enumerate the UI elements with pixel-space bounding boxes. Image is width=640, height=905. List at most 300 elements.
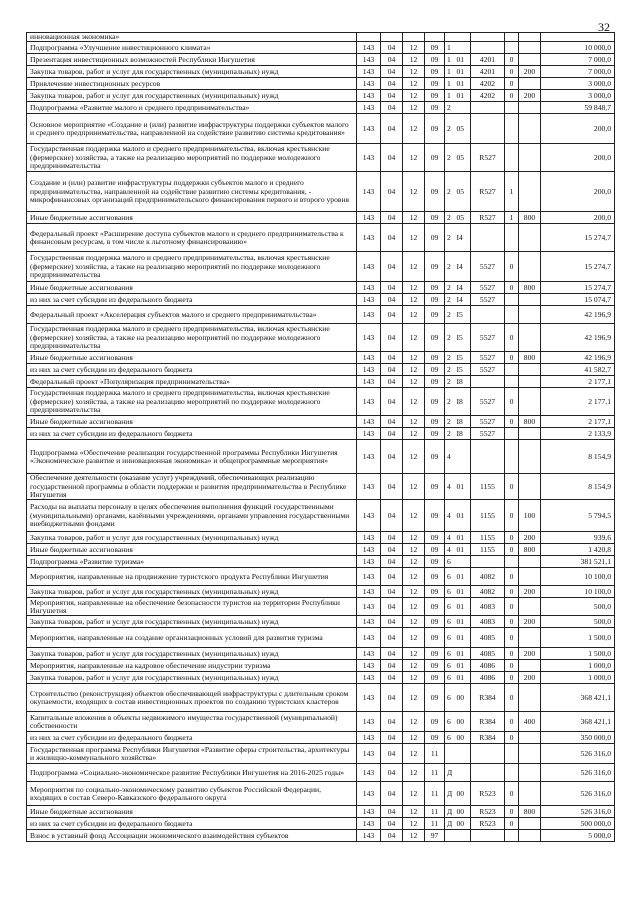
direction-code: R523	[471, 806, 505, 818]
row-description: Закупка товаров, работ и услуг для государственных (муниципальных) нужд	[27, 672, 357, 684]
table-row	[27, 628, 615, 648]
program-code: 09	[425, 282, 445, 294]
subprogram-code: 2	[445, 102, 455, 114]
subsection-code: 12	[403, 376, 425, 388]
subsection-code: 12	[403, 144, 425, 172]
subsection-code: 12	[403, 764, 425, 782]
row-description: Иные бюджетные ассигнования	[27, 212, 357, 224]
subsection-code: 12	[403, 556, 425, 568]
ministry-code: 143	[357, 54, 381, 66]
subsection-code: 12	[403, 364, 425, 376]
section-code: 04	[381, 172, 403, 212]
section-code: 04	[381, 440, 403, 474]
event-code	[455, 102, 471, 114]
table-row	[27, 474, 615, 500]
expense-type-code	[519, 830, 541, 842]
amount-value: 500,0	[541, 616, 615, 628]
table-row	[27, 54, 615, 66]
amount-value	[541, 33, 615, 42]
table-row	[27, 500, 615, 532]
subprogram-code: 2	[445, 364, 455, 376]
subdirection-code	[505, 556, 519, 568]
amount-value: 526 316,0	[541, 806, 615, 818]
program-code: 09	[425, 500, 445, 532]
section-code: 04	[381, 416, 403, 428]
row-description: Привлечение инвестиционных ресурсов	[27, 78, 357, 90]
table-row	[27, 556, 615, 568]
subprogram-code: 2	[445, 416, 455, 428]
event-code: 00	[455, 684, 471, 712]
row-description: Государственная поддержка малого и среднего предпринимательства, включая крестьянские (фермерские) хозяйства, а также на реализацию мероприятий по поддержке молодежного предпринимательства	[27, 252, 357, 282]
subsection-code: 12	[403, 500, 425, 532]
subprogram-code: 6	[445, 628, 455, 648]
section-code: 04	[381, 818, 403, 830]
amount-value: 3 000,0	[541, 90, 615, 102]
amount-value: 350 000,0	[541, 732, 615, 744]
subprogram-code: 2	[445, 224, 455, 252]
subsection-code: 12	[403, 224, 425, 252]
direction-code: R384	[471, 732, 505, 744]
expense-type-code: 200	[519, 532, 541, 544]
direction-code: 5527	[471, 416, 505, 428]
direction-code: 1155	[471, 544, 505, 556]
subdirection-code: 0	[505, 66, 519, 78]
subdirection-code	[505, 764, 519, 782]
subdirection-code	[505, 364, 519, 376]
subprogram-code: 6	[445, 672, 455, 684]
event-code: 01	[455, 544, 471, 556]
ministry-code: 143	[357, 102, 381, 114]
row-description: Подпрограмма «Развитие туризма»	[27, 556, 357, 568]
subprogram-code: 6	[445, 616, 455, 628]
event-code: 00	[455, 806, 471, 818]
subprogram-code	[445, 744, 455, 764]
subsection-code: 12	[403, 416, 425, 428]
row-description: Мероприятия, направленные на создание организационных условий для развития туризма	[27, 628, 357, 648]
row-description: Закупка товаров, работ и услуг для государственных (муниципальных) нужд	[27, 66, 357, 78]
ministry-code: 143	[357, 684, 381, 712]
table-row	[27, 818, 615, 830]
event-code: 01	[455, 78, 471, 90]
row-description: Обеспечение деятельности (оказание услуг) учреждений, обеспечивающих реализацию государственной программы в области поддержки и развития предпринимательства в Республике Ингушетия	[27, 474, 357, 500]
expense-type-code	[519, 54, 541, 66]
expense-type-code	[519, 388, 541, 416]
subdirection-code	[505, 42, 519, 54]
event-code: I5	[455, 324, 471, 352]
program-code: 09	[425, 42, 445, 54]
expense-type-code	[519, 440, 541, 474]
amount-value: 200,0	[541, 172, 615, 212]
table-row	[27, 352, 615, 364]
event-code: 01	[455, 616, 471, 628]
event-code: 01	[455, 598, 471, 616]
subdirection-code: 0	[505, 616, 519, 628]
subprogram-code: 2	[445, 282, 455, 294]
program-code: 09	[425, 416, 445, 428]
event-code: 00	[455, 732, 471, 744]
expense-type-code	[519, 224, 541, 252]
amount-value: 2 133,9	[541, 428, 615, 440]
row-description: Закупка товаров, работ и услуг для государственных (муниципальных) нужд	[27, 616, 357, 628]
event-code: I4	[455, 282, 471, 294]
subsection-code: 12	[403, 586, 425, 598]
amount-value: 368 421,1	[541, 684, 615, 712]
event-code: I4	[455, 224, 471, 252]
subprogram-code: 1	[445, 54, 455, 66]
subprogram-code	[445, 830, 455, 842]
program-code: 11	[425, 744, 445, 764]
subsection-code: 12	[403, 818, 425, 830]
ministry-code: 143	[357, 172, 381, 212]
section-code: 04	[381, 364, 403, 376]
ministry-code: 143	[357, 114, 381, 144]
program-code: 09	[425, 324, 445, 352]
section-code: 04	[381, 672, 403, 684]
direction-code: 4083	[471, 616, 505, 628]
subprogram-code: 2	[445, 144, 455, 172]
table-row	[27, 66, 615, 78]
subdirection-code: 0	[505, 598, 519, 616]
program-code: 09	[425, 144, 445, 172]
table-row	[27, 440, 615, 474]
section-code: 04	[381, 764, 403, 782]
section-code: 04	[381, 628, 403, 648]
table-row	[27, 598, 615, 616]
amount-value: 381 521,1	[541, 556, 615, 568]
subprogram-code: 2	[445, 388, 455, 416]
direction-code: 4202	[471, 90, 505, 102]
event-code: 01	[455, 648, 471, 660]
ministry-code: 143	[357, 598, 381, 616]
direction-code	[471, 33, 505, 42]
amount-value: 8 154,9	[541, 474, 615, 500]
direction-code: R527	[471, 172, 505, 212]
event-code: 01	[455, 628, 471, 648]
direction-code: 5527	[471, 364, 505, 376]
row-description: из них за счет субсидии из федерального бюджета	[27, 732, 357, 744]
section-code: 04	[381, 212, 403, 224]
subdirection-code: 0	[505, 500, 519, 532]
expense-type-code: 200	[519, 90, 541, 102]
direction-code	[471, 102, 505, 114]
section-code: 04	[381, 66, 403, 78]
subprogram-code: 6	[445, 712, 455, 732]
ministry-code: 143	[357, 440, 381, 474]
expense-type-code	[519, 294, 541, 306]
direction-code: R384	[471, 712, 505, 732]
amount-value: 200,0	[541, 144, 615, 172]
expense-type-code	[519, 732, 541, 744]
direction-code: 1155	[471, 532, 505, 544]
ministry-code: 143	[357, 42, 381, 54]
section-code: 04	[381, 544, 403, 556]
budget-table	[26, 32, 615, 842]
subsection-code: 12	[403, 782, 425, 806]
row-description: Федеральный проект «Акселерация субъектов малого и среднего предпринимательства»	[27, 306, 357, 324]
amount-value: 42 196,9	[541, 306, 615, 324]
subsection-code: 12	[403, 54, 425, 66]
event-code: 05	[455, 212, 471, 224]
row-description: Создание и (или) развитие инфраструктуры поддержки субъектов малого и среднего предпринимательства, направленной на содействие развитию системы кредитования, - микрофинансовых организаций предпринимательского финансирования первого и второго уровня	[27, 172, 357, 212]
amount-value: 42 196,9	[541, 352, 615, 364]
program-code: 09	[425, 388, 445, 416]
amount-value: 2 177,1	[541, 376, 615, 388]
program-code: 09	[425, 306, 445, 324]
ministry-code: 143	[357, 144, 381, 172]
amount-value: 15 274,7	[541, 282, 615, 294]
section-code: 04	[381, 684, 403, 712]
subsection-code: 12	[403, 616, 425, 628]
subsection-code: 12	[403, 114, 425, 144]
table-row	[27, 114, 615, 144]
table-row	[27, 33, 615, 42]
row-description: Презентация инвестиционных возможностей Республики Ингушетия	[27, 54, 357, 66]
expense-type-code	[519, 102, 541, 114]
ministry-code: 143	[357, 428, 381, 440]
expense-type-code	[519, 376, 541, 388]
section-code: 04	[381, 294, 403, 306]
table-row	[27, 388, 615, 416]
expense-type-code	[519, 172, 541, 212]
direction-code: 1155	[471, 474, 505, 500]
direction-code: R527	[471, 144, 505, 172]
row-description: Иные бюджетные ассигнования	[27, 806, 357, 818]
row-description: из них за счет субсидии из федерального бюджета	[27, 428, 357, 440]
subprogram-code: 4	[445, 474, 455, 500]
table-row	[27, 782, 615, 806]
ministry-code: 143	[357, 586, 381, 598]
table-row	[27, 712, 615, 732]
subdirection-code: 0	[505, 78, 519, 90]
row-description: Закупка товаров, работ и услуг для государственных (муниципальных) нужд	[27, 586, 357, 598]
subsection-code: 12	[403, 352, 425, 364]
ministry-code: 143	[357, 90, 381, 102]
subdirection-code	[505, 102, 519, 114]
event-code: 01	[455, 672, 471, 684]
expense-type-code: 800	[519, 544, 541, 556]
subprogram-code: 1	[445, 66, 455, 78]
table-row	[27, 428, 615, 440]
ministry-code	[357, 33, 381, 42]
program-code: 09	[425, 352, 445, 364]
section-code: 04	[381, 598, 403, 616]
ministry-code: 143	[357, 416, 381, 428]
program-code: 09	[425, 114, 445, 144]
section-code: 04	[381, 568, 403, 586]
section-code: 04	[381, 282, 403, 294]
row-description: Подпрограмма «Развитие малого и среднего предпринимательства»	[27, 102, 357, 114]
row-description: Иные бюджетные ассигнования	[27, 544, 357, 556]
subdirection-code: 0	[505, 806, 519, 818]
amount-value: 2 177,1	[541, 388, 615, 416]
subprogram-code: 2	[445, 324, 455, 352]
subsection-code: 12	[403, 532, 425, 544]
subdirection-code: 0	[505, 416, 519, 428]
table-row	[27, 252, 615, 282]
subprogram-code: 2	[445, 172, 455, 212]
program-code: 11	[425, 782, 445, 806]
direction-code: 5527	[471, 428, 505, 440]
program-code: 09	[425, 660, 445, 672]
subdirection-code	[505, 114, 519, 144]
amount-value: 10 100,0	[541, 568, 615, 586]
section-code: 04	[381, 782, 403, 806]
direction-code	[471, 440, 505, 474]
table-row	[27, 42, 615, 54]
table-row	[27, 532, 615, 544]
event-code: 00	[455, 818, 471, 830]
row-description: Расходы на выплаты персоналу в целях обеспечения выполнения функций государственными (муниципальными) органами, казёнными учреждениями, органами управления государственными внебюджетными фондами	[27, 500, 357, 532]
subprogram-code: 6	[445, 556, 455, 568]
ministry-code: 143	[357, 782, 381, 806]
ministry-code: 143	[357, 500, 381, 532]
section-code: 04	[381, 586, 403, 598]
table-row	[27, 78, 615, 90]
program-code: 09	[425, 294, 445, 306]
program-code: 09	[425, 544, 445, 556]
event-code	[455, 744, 471, 764]
subprogram-code: 2	[445, 294, 455, 306]
section-code: 04	[381, 428, 403, 440]
ministry-code: 143	[357, 732, 381, 744]
expense-type-code: 800	[519, 806, 541, 818]
section-code	[381, 33, 403, 42]
ministry-code: 143	[357, 224, 381, 252]
subprogram-code: 6	[445, 648, 455, 660]
event-code: I8	[455, 416, 471, 428]
budget-table-body	[27, 33, 615, 842]
table-row	[27, 744, 615, 764]
table-row	[27, 764, 615, 782]
subdirection-code: 0	[505, 352, 519, 364]
subsection-code: 12	[403, 282, 425, 294]
subprogram-code: 1	[445, 78, 455, 90]
table-row	[27, 212, 615, 224]
program-code: 09	[425, 428, 445, 440]
direction-code: 4202	[471, 78, 505, 90]
subdirection-code: 0	[505, 648, 519, 660]
amount-value: 41 582,7	[541, 364, 615, 376]
subprogram-code: Д	[445, 764, 455, 782]
table-row	[27, 224, 615, 252]
program-code: 09	[425, 172, 445, 212]
subprogram-code: Д	[445, 806, 455, 818]
expense-type-code: 200	[519, 66, 541, 78]
program-code: 09	[425, 252, 445, 282]
expense-type-code	[519, 324, 541, 352]
event-code: 01	[455, 586, 471, 598]
expense-type-code: 800	[519, 352, 541, 364]
subdirection-code	[505, 428, 519, 440]
subdirection-code	[505, 224, 519, 252]
section-code: 04	[381, 114, 403, 144]
program-code: 09	[425, 364, 445, 376]
direction-code	[471, 224, 505, 252]
expense-type-code: 800	[519, 416, 541, 428]
subdirection-code: 0	[505, 818, 519, 830]
program-code: 09	[425, 568, 445, 586]
table-row	[27, 416, 615, 428]
subdirection-code: 0	[505, 712, 519, 732]
subdirection-code: 0	[505, 532, 519, 544]
program-code: 09	[425, 54, 445, 66]
row-description: Основное мероприятие «Создание и (или) развитие инфраструктуры поддержки субъектов малого и среднего предпринимательства, направленной на содействие развитию системы кредитования»	[27, 114, 357, 144]
event-code: 01	[455, 532, 471, 544]
table-row	[27, 684, 615, 712]
amount-value: 1 000,0	[541, 660, 615, 672]
subprogram-code: 4	[445, 500, 455, 532]
direction-code: R384	[471, 684, 505, 712]
subprogram-code: Д	[445, 818, 455, 830]
expense-type-code	[519, 782, 541, 806]
expense-type-code	[519, 428, 541, 440]
program-code: 09	[425, 212, 445, 224]
subdirection-code	[505, 440, 519, 474]
direction-code: 5527	[471, 324, 505, 352]
direction-code	[471, 764, 505, 782]
subsection-code: 12	[403, 712, 425, 732]
subdirection-code	[505, 33, 519, 42]
subsection-code: 12	[403, 684, 425, 712]
expense-type-code	[519, 42, 541, 54]
program-code: 09	[425, 598, 445, 616]
subsection-code: 12	[403, 388, 425, 416]
expense-type-code	[519, 660, 541, 672]
subprogram-code: 2	[445, 252, 455, 282]
ministry-code: 143	[357, 294, 381, 306]
subsection-code: 12	[403, 294, 425, 306]
program-code: 09	[425, 616, 445, 628]
subdirection-code: 0	[505, 628, 519, 648]
program-code: 11	[425, 818, 445, 830]
event-code: I5	[455, 364, 471, 376]
table-row	[27, 364, 615, 376]
subsection-code: 12	[403, 732, 425, 744]
table-row	[27, 616, 615, 628]
program-code: 09	[425, 532, 445, 544]
table-row	[27, 90, 615, 102]
subsection-code: 12	[403, 102, 425, 114]
section-code: 04	[381, 42, 403, 54]
event-code: 01	[455, 500, 471, 532]
amount-value: 368 421,1	[541, 712, 615, 732]
amount-value: 15 074,7	[541, 294, 615, 306]
ministry-code: 143	[357, 212, 381, 224]
subsection-code: 12	[403, 252, 425, 282]
subdirection-code: 0	[505, 474, 519, 500]
direction-code: 5527	[471, 294, 505, 306]
amount-value: 1 420,8	[541, 544, 615, 556]
subdirection-code: 0	[505, 54, 519, 66]
subprogram-code: 1	[445, 42, 455, 54]
subsection-code: 12	[403, 830, 425, 842]
row-description: Государственная программа Республики Ингушетия «Развитие сферы строительства, архитектуры и жилищно-коммунального хозяйства»	[27, 744, 357, 764]
table-row	[27, 672, 615, 684]
subsection-code: 12	[403, 598, 425, 616]
table-row	[27, 806, 615, 818]
subsection-code: 12	[403, 660, 425, 672]
section-code: 04	[381, 54, 403, 66]
subprogram-code	[445, 33, 455, 42]
subsection-code: 12	[403, 648, 425, 660]
subprogram-code: 2	[445, 306, 455, 324]
subdirection-code: 0	[505, 90, 519, 102]
row-description: Иные бюджетные ассигнования	[27, 416, 357, 428]
table-row	[27, 732, 615, 744]
row-description: Государственная поддержка малого и среднего предпринимательства, включая крестьянские (фермерские) хозяйства, а также на реализацию мероприятий по поддержке молодежного предпринимательства	[27, 324, 357, 352]
subsection-code: 12	[403, 744, 425, 764]
direction-code: 4086	[471, 672, 505, 684]
